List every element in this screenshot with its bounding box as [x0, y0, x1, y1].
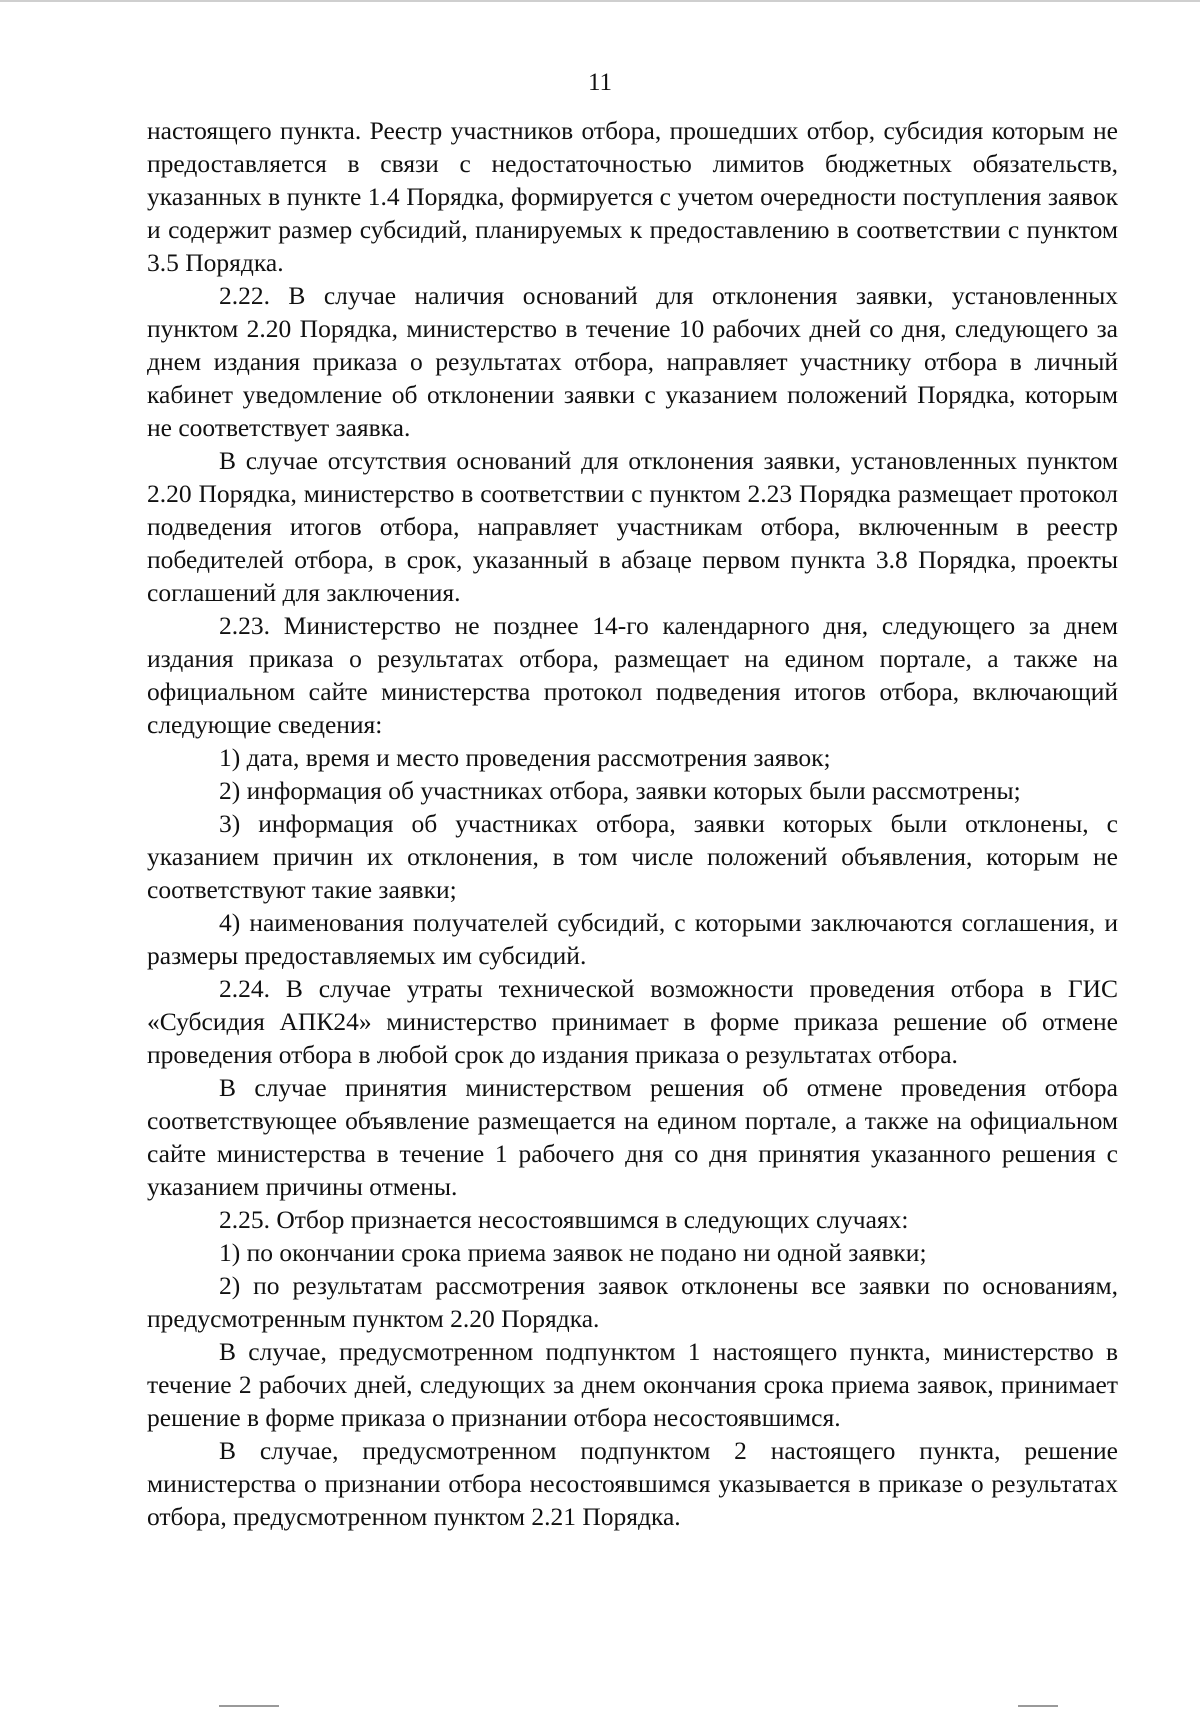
- paragraph-2-25-case-1: В случае, предусмотренном подпунктом 1 настоящего пункта, министерство в течение 2 рабочих дней, следующих за днем окончания срока приема заявок, принимает решение в форме приказа о признании отбора несостоявшимся.: [147, 1337, 1118, 1432]
- paragraph-2-25-case-2: В случае, предусмотренном подпунктом 2 настоящего пункта, решение министерства о признании отбора несостоявшимся указывается в приказе о результатах отбора, предусмотренном пунктом 2.21 Порядка.: [147, 1436, 1118, 1531]
- page-number: 11: [587, 69, 613, 96]
- paragraph-2-25: 2.25. Отбор признается несостоявшимся в следующих случаях:: [219, 1205, 909, 1234]
- list-item-2-23-4: 4) наименования получателей субсидий, с которыми заключаются соглашения, и размеры предоставляемых им субсидий.: [147, 908, 1118, 970]
- cut-off-text-fragment: [1018, 1705, 1058, 1715]
- paragraph-2-24: 2.24. В случае утраты технической возможности проведения отбора в ГИС «Субсидия АПК24» министерство принимает в форме приказа решение об отмене проведения отбора в любой срок до издания приказа о результатах отбора.: [147, 974, 1118, 1069]
- cut-off-next-line: [147, 1703, 1118, 1715]
- document-body: [147, 114, 1118, 1533]
- paragraph-2-24-cancellation: В случае принятия министерством решения об отмене проведения отбора соответствующее объявление размещается на едином портале, а также на официальном сайте министерства в течение 1 рабочего дня со дня принятия указанного решения с указанием причины отмены.: [147, 1073, 1118, 1201]
- paragraph-continuation: настоящего пункта. Реестр участников отбора, прошедших отбор, субсидия которым не предоставляется в связи с недостаточностью лимитов бюджетных обязательств, указанных в пункте 1.4 Порядка, формируется с учетом очередности поступления заявок и содержит размер субсидий, планируемых к предоставлению в соответствии с пунктом 3.5 Порядка.: [147, 116, 1118, 277]
- paragraph-2-22-absence: В случае отсутствия оснований для отклонения заявки, установленных пунктом 2.20 Порядка, министерство в соответствии с пунктом 2.23 Порядка размещает протокол подведения итогов отбора, направляет участникам отбора, включенным в реестр победителей отбора, в срок, указанный в абзаце первом пункта 3.8 Порядка, проекты соглашений для заключения.: [147, 446, 1118, 607]
- paragraph-2-23: 2.23. Министерство не позднее 14-го календарного дня, следующего за днем издания приказа о результатах отбора, размещает на едином портале, а также на официальном сайте министерства протокол подведения итогов отбора, включающий следующие сведения:: [147, 611, 1118, 739]
- list-item-2-25-1: 1) по окончании срока приема заявок не подано ни одной заявки;: [219, 1238, 927, 1267]
- list-item-2-23-1: 1) дата, время и место проведения рассмотрения заявок;: [219, 743, 831, 772]
- cut-off-text-fragment: [219, 1705, 279, 1715]
- list-item-2-23-3: 3) информация об участниках отбора, заявки которых были отклонены, с указанием причин их отклонения, в том числе положений объявления, которым не соответствуют такие заявки;: [147, 809, 1118, 904]
- paragraph-2-22: 2.22. В случае наличия оснований для отклонения заявки, установленных пунктом 2.20 Порядка, министерство в течение 10 рабочих дней со дня, следующего за днем издания приказа о результатах отбора, направляет участнику отбора в личный кабинет уведомление об отклонении заявки с указанием положений Порядка, которым не соответствует заявка.: [147, 281, 1118, 442]
- scan-top-edge: [0, 0, 1200, 2]
- list-item-2-23-2: 2) информация об участниках отбора, заявки которых были рассмотрены;: [219, 776, 1021, 805]
- list-item-2-25-2: 2) по результатам рассмотрения заявок отклонены все заявки по основаниям, предусмотренным пунктом 2.20 Порядка.: [147, 1271, 1118, 1333]
